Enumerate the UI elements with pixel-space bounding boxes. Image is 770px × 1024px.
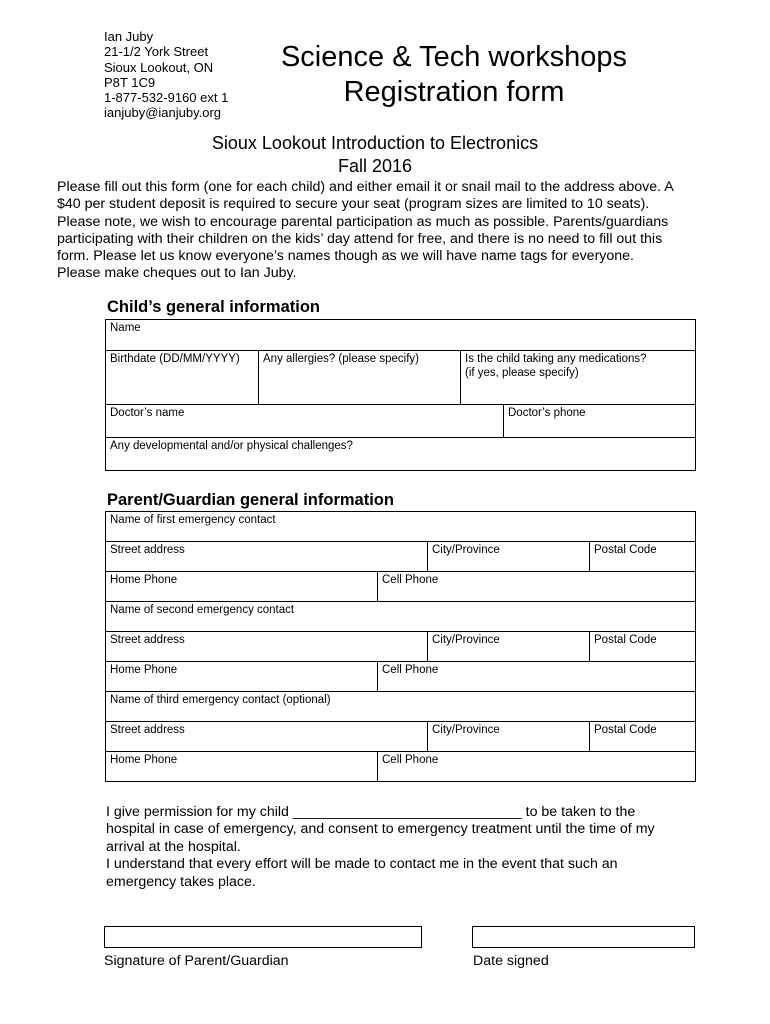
sender-street: 21-1/2 York Street bbox=[104, 44, 209, 60]
second-contact-city-field[interactable] bbox=[428, 632, 590, 662]
sender-phone: 1-877-532-9160 ext 1 bbox=[104, 90, 229, 106]
first-contact-street-field[interactable] bbox=[106, 542, 428, 572]
challenges-field[interactable] bbox=[106, 438, 696, 471]
home-phone-label: Home Phone bbox=[110, 574, 178, 586]
title-line-1: Science & Tech workshops bbox=[280, 41, 628, 73]
third-contact-label: Name of third emergency contact (optional) bbox=[110, 694, 331, 706]
permission-paragraph bbox=[106, 804, 716, 891]
sender-city: Sioux Lookout, ON bbox=[104, 59, 214, 75]
challenges-label: Any developmental and/or physical challenges? bbox=[110, 440, 353, 452]
child-name-field[interactable] bbox=[106, 320, 696, 351]
intro-line: participating with their children on the kids’ day attend for free, and there is no need to fill out this bbox=[57, 230, 663, 247]
child-name-label: Name bbox=[110, 322, 141, 334]
course-subtitle bbox=[150, 132, 600, 178]
guardian-info-table bbox=[105, 511, 696, 782]
city-label: City/Province bbox=[432, 544, 500, 556]
intro-line: Please note, we wish to encourage parental participation as much as possible. Parents/guardians bbox=[57, 213, 669, 230]
home-phone-label: Home Phone bbox=[110, 754, 178, 766]
birthdate-label: Birthdate (DD/MM/YYYY) bbox=[110, 353, 240, 365]
birthdate-field[interactable] bbox=[106, 351, 259, 405]
sender-email: ianjuby@ianjuby.org bbox=[104, 105, 222, 121]
date-signed-field[interactable] bbox=[472, 926, 695, 948]
intro-line: form. Please let us know everyone’s names though as we will have name tags for everyone. bbox=[57, 248, 634, 265]
third-contact-cell-phone-field[interactable] bbox=[378, 752, 696, 782]
intro-line: Please fill out this form (one for each child) and either email it or snail mail to the address above. A bbox=[57, 179, 674, 195]
second-contact-cell-phone-field[interactable] bbox=[378, 662, 696, 692]
city-label: City/Province bbox=[432, 724, 500, 736]
doctor-name-label: Doctor’s name bbox=[110, 407, 185, 419]
medications-field[interactable] bbox=[461, 351, 696, 405]
page-title bbox=[248, 40, 660, 110]
intro-line: Please make cheques out to Ian Juby. bbox=[57, 265, 297, 282]
second-contact-name-field[interactable] bbox=[106, 602, 696, 632]
medications-label: Is the child taking any medications? bbox=[465, 353, 647, 365]
child-info-table bbox=[105, 319, 696, 471]
first-contact-cell-phone-field[interactable] bbox=[378, 572, 696, 602]
third-contact-home-phone-field[interactable] bbox=[106, 752, 378, 782]
permission-line: arrival at the hospital. bbox=[106, 838, 241, 855]
permission-line: I give permission for my child _____________________________ to be taken to the bbox=[106, 804, 636, 820]
medications-hint: (if yes, please specify) bbox=[465, 367, 579, 379]
permission-line: hospital in case of emergency, and consent to emergency treatment until the time of my bbox=[106, 821, 655, 838]
first-contact-city-field[interactable] bbox=[428, 542, 590, 572]
signature-label: Signature of Parent/Guardian bbox=[104, 953, 289, 969]
intro-line: $40 per student deposit is required to secure your seat (program sizes are limited to 10 seats). bbox=[57, 196, 650, 213]
first-contact-home-phone-field[interactable] bbox=[106, 572, 378, 602]
cell-phone-label: Cell Phone bbox=[382, 574, 439, 586]
postal-label: Postal Code bbox=[594, 724, 657, 736]
allergies-label: Any allergies? (please specify) bbox=[263, 353, 419, 365]
guardian-section-heading: Parent/Guardian general information bbox=[107, 491, 394, 509]
cell-phone-label: Cell Phone bbox=[382, 664, 439, 676]
title-line-2: Registration form bbox=[343, 76, 565, 108]
first-contact-label: Name of first emergency contact bbox=[110, 514, 276, 526]
first-contact-postal-field[interactable] bbox=[590, 542, 696, 572]
doctor-phone-field[interactable] bbox=[504, 405, 696, 438]
course-name: Sioux Lookout Introduction to Electronics bbox=[211, 133, 539, 153]
third-contact-postal-field[interactable] bbox=[590, 722, 696, 752]
third-contact-street-field[interactable] bbox=[106, 722, 428, 752]
home-phone-label: Home Phone bbox=[110, 664, 178, 676]
allergies-field[interactable] bbox=[259, 351, 461, 405]
second-contact-home-phone-field[interactable] bbox=[106, 662, 378, 692]
signature-field[interactable] bbox=[104, 926, 422, 948]
sender-postal: P8T 1C9 bbox=[104, 74, 156, 90]
sender-name: Ian Juby bbox=[104, 29, 154, 44]
doctor-name-field[interactable] bbox=[106, 405, 504, 438]
postal-label: Postal Code bbox=[594, 544, 657, 556]
street-label: Street address bbox=[110, 634, 185, 646]
first-contact-name-field[interactable] bbox=[106, 512, 696, 542]
cell-phone-label: Cell Phone bbox=[382, 754, 439, 766]
second-contact-street-field[interactable] bbox=[106, 632, 428, 662]
permission-line: emergency takes place. bbox=[106, 873, 256, 890]
second-contact-postal-field[interactable] bbox=[590, 632, 696, 662]
third-contact-city-field[interactable] bbox=[428, 722, 590, 752]
child-section-heading: Child’s general information bbox=[107, 298, 320, 316]
street-label: Street address bbox=[110, 724, 185, 736]
permission-line: I understand that every effort will be made to contact me in the event that such an bbox=[106, 856, 618, 873]
sender-address bbox=[104, 29, 228, 121]
postal-label: Postal Code bbox=[594, 634, 657, 646]
date-signed-label: Date signed bbox=[473, 953, 549, 969]
doctor-phone-label: Doctor’s phone bbox=[508, 407, 586, 419]
third-contact-name-field[interactable] bbox=[106, 692, 696, 722]
city-label: City/Province bbox=[432, 634, 500, 646]
second-contact-label: Name of second emergency contact bbox=[110, 604, 295, 616]
intro-paragraph bbox=[57, 179, 725, 283]
course-term: Fall 2016 bbox=[337, 156, 413, 176]
street-label: Street address bbox=[110, 544, 185, 556]
